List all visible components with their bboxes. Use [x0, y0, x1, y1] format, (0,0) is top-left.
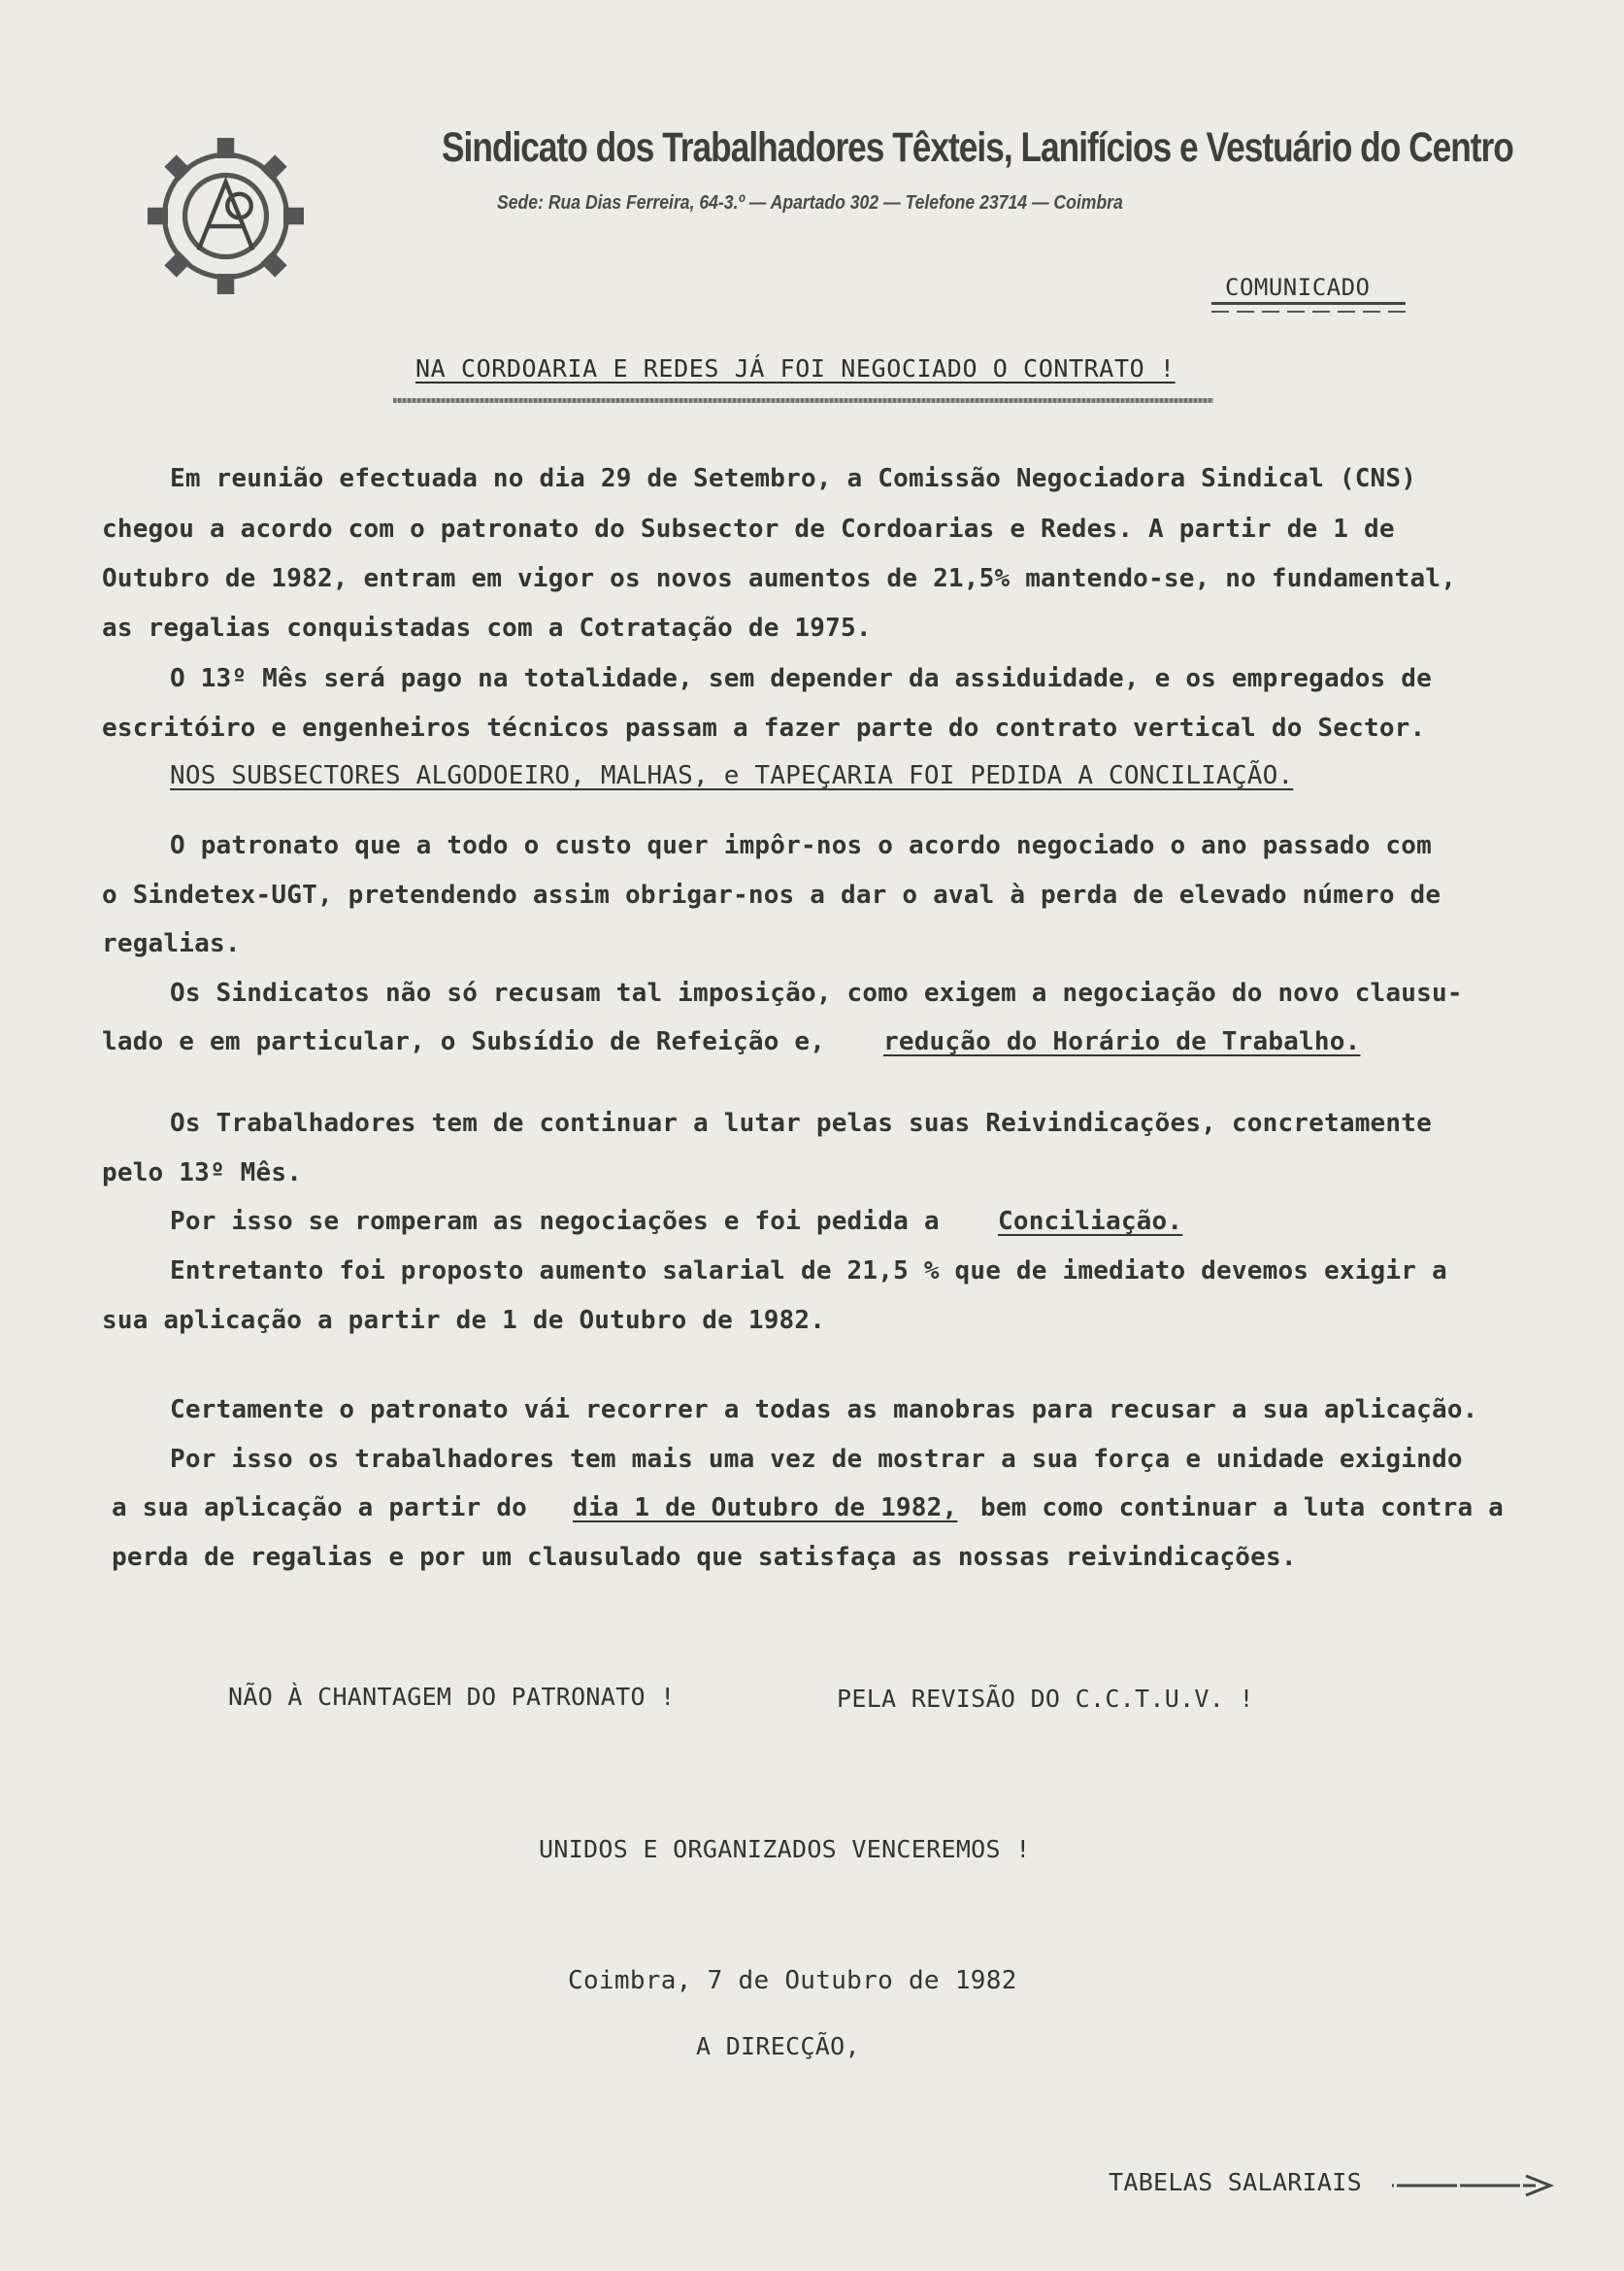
body-line: O 13º Mês será pago na totalidade, sem depender da assiduidade, e os empregados de [170, 664, 1432, 693]
body-line-emphasis: NOS SUBSECTORES ALGODOEIRO, MALHAS, e TAPEÇARIA FOI PEDIDA A CONCILIAÇÃO. [170, 761, 1294, 790]
body-line: Por isso os trabalhadores tem mais uma vez de mostrar a sua força e unidade exigindo [170, 1445, 1463, 1474]
body-line: pelo 13º Mês. [102, 1158, 303, 1187]
body-line: Certamente o patronato vái recorrer a todas as manobras para recusar a sua aplicação. [170, 1395, 1478, 1424]
next-page-label: TABELAS SALARIAIS [1109, 2168, 1362, 2196]
document-type: COMUNICADO [1225, 274, 1371, 301]
organization-name: Sindicato dos Trabalhadores Têxteis, Lanifícios e Vestuário do Centro [442, 124, 1513, 171]
body-line: Os Trabalhadores tem de continuar a lutar pelas suas Reivindicações, concretamente [170, 1109, 1432, 1138]
body-line: O patronato que a todo o custo quer impôr-nos o acordo negociado o ano passado com [170, 831, 1432, 860]
body-line: regalias. [102, 929, 241, 958]
body-line: as regalias conquistadas com a Cotratação de 1975. [102, 614, 872, 643]
slogan-right: PELA REVISÃO DO C.C.T.U.V. ! [837, 1685, 1254, 1713]
organization-address: Sede: Rua Dias Ferreira, 64-3.º — Apartado 302 — Telefone 23714 — Coimbra [497, 192, 1123, 214]
body-line: a sua aplicação a partir do [112, 1493, 528, 1522]
body-line: lado e em particular, o Subsídio de Refeição e, [102, 1027, 826, 1056]
body-line: bem como continuar a luta contra a [980, 1493, 1505, 1522]
body-line: sua aplicação a partir de 1 de Outubro de 1982. [102, 1306, 826, 1335]
body-line: Em reunião efectuada no dia 29 de Setembro, a Comissão Negociadora Sindical (CNS) [170, 464, 1417, 493]
body-line: Por isso se romperam as negociações e foi pedida a [170, 1207, 940, 1236]
place-date: Coimbra, 7 de Outubro de 1982 [568, 1966, 1017, 1995]
right-arrow-icon [1390, 2171, 1555, 2200]
body-line: chegou a acordo com o patronato do Subsector de Cordoarias e Redes. A partir de 1 de [102, 515, 1395, 544]
divider [393, 398, 1213, 403]
divider [1211, 302, 1406, 305]
body-line: perda de regalias e por um clausulado que satisfaça as nossas reivindicações. [112, 1543, 1297, 1572]
body-line: Os Sindicatos não só recusam tal imposição, como exigem a negociação do novo clausu- [170, 979, 1463, 1008]
body-line: o Sindetex-UGT, pretendendo assim obrigar-nos a dar o aval à perda de elevado número de [102, 881, 1442, 910]
divider [1211, 311, 1406, 313]
headline: NA CORDOARIA E REDES JÁ FOI NEGOCIADO O CONTRATO ! [415, 354, 1176, 383]
gear-emblem-icon [141, 131, 311, 301]
slogan-left: NÃO À CHANTAGEM DO PATRONATO ! [228, 1683, 676, 1711]
body-line-emphasis: redução do Horário de Trabalho. [883, 1027, 1361, 1056]
body-line: Entretanto foi proposto aumento salarial de 21,5 % que de imediato devemos exigir a [170, 1256, 1447, 1286]
body-line: escritóiro e engenheiros técnicos passam a fazer parte do contrato vertical do Sector. [102, 714, 1426, 743]
signature: A DIRECÇÃO, [696, 2032, 860, 2060]
slogan-center: UNIDOS E ORGANIZADOS VENCEREMOS ! [539, 1835, 1031, 1863]
body-line-emphasis: Conciliação. [998, 1207, 1183, 1236]
body-line: Outubro de 1982, entram em vigor os novos aumentos de 21,5% mantendo-se, no fundamental, [102, 564, 1457, 593]
body-line-emphasis: dia 1 de Outubro de 1982, [573, 1493, 958, 1522]
